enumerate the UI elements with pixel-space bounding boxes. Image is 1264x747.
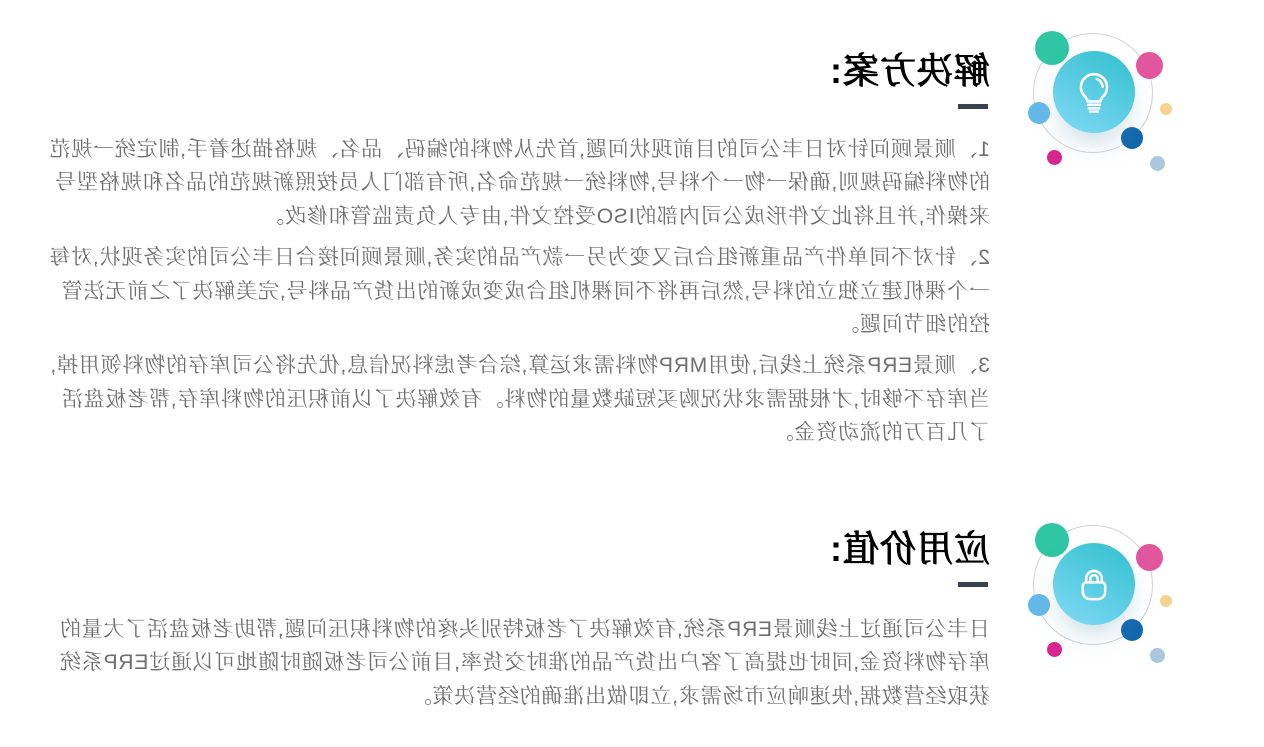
decor-dot-pink — [1136, 544, 1163, 571]
solution-content — [45, 50, 990, 458]
decor-dot-paleorange — [1160, 595, 1172, 607]
decor-dot-pink — [1136, 52, 1163, 79]
decor-dot-paleblue — [1150, 156, 1165, 171]
value-icon-cluster — [1014, 504, 1174, 664]
value-paragraphs — [45, 613, 990, 713]
title-dash — [958, 104, 988, 109]
paragraph: 3、顺景ERP系统上线后,使用MRP物料需求运算,综合考虑料况信息,优先将公司库存的物料领用掉,当库存不够时,才根据需求状况购买短缺数量的物料。有效解决了以前积压的物料库存,帮老板盘活了几百万的流动资金。 — [49, 354, 990, 445]
decor-dot-lightblue — [1028, 102, 1050, 124]
lightbulb-icon — [1053, 51, 1135, 133]
decor-dot-darkblue — [1121, 619, 1143, 641]
decor-dot-magenta — [1047, 150, 1062, 165]
decor-dot-paleorange — [1160, 103, 1172, 115]
paragraph: 1、顺景顾问针对日丰公司的目前现状问题,首先从物料的编码、品名、规格描述着手,制定统一规范的物料编码规则,确保一物一个料号,物料统一规范命名,所有部门人员按照新规范的品名和规格型号来操作,并且将此文件形成公司内部的ISO受控文件,由专人负责监管和修改。 — [48, 138, 990, 228]
title-dash — [958, 582, 988, 587]
paragraph: 2、针对不同单件产品重新组合后又变为另一款产品的实务,顺景顾问接合日丰公司的实务现状,对每一个裸机建立独立的料号,然后再将不同裸机组合成变成新的出货产品料号,完美解决了之前无法管控的细节问题。 — [48, 246, 990, 337]
section-title: 应用价值: — [829, 528, 990, 569]
value-content — [45, 528, 990, 721]
solution-icon-cluster — [1014, 12, 1174, 172]
lock-icon — [1053, 543, 1135, 625]
decor-dot-darkblue — [1121, 127, 1143, 149]
decor-dot-paleblue — [1150, 648, 1165, 663]
section-title: 解决方案: — [829, 50, 990, 91]
decor-dot-teal — [1035, 523, 1069, 557]
solution-paragraphs — [45, 133, 990, 450]
decor-dot-lightblue — [1028, 594, 1050, 616]
decor-dot-magenta — [1047, 642, 1062, 657]
decor-dot-teal — [1035, 31, 1069, 65]
paragraph: 日丰公司通过上线顺景ERP系统,有效解决了老板特别头疼的物料积压问题,帮助老板盘活了大量的库存物料资金,同时也提高了客户出货产品的准时交货率,目前公司老板随时随地可以通过ERP系统获取经营数据,快速响应市场需求,立即做出准确的经营决策。 — [59, 618, 990, 708]
